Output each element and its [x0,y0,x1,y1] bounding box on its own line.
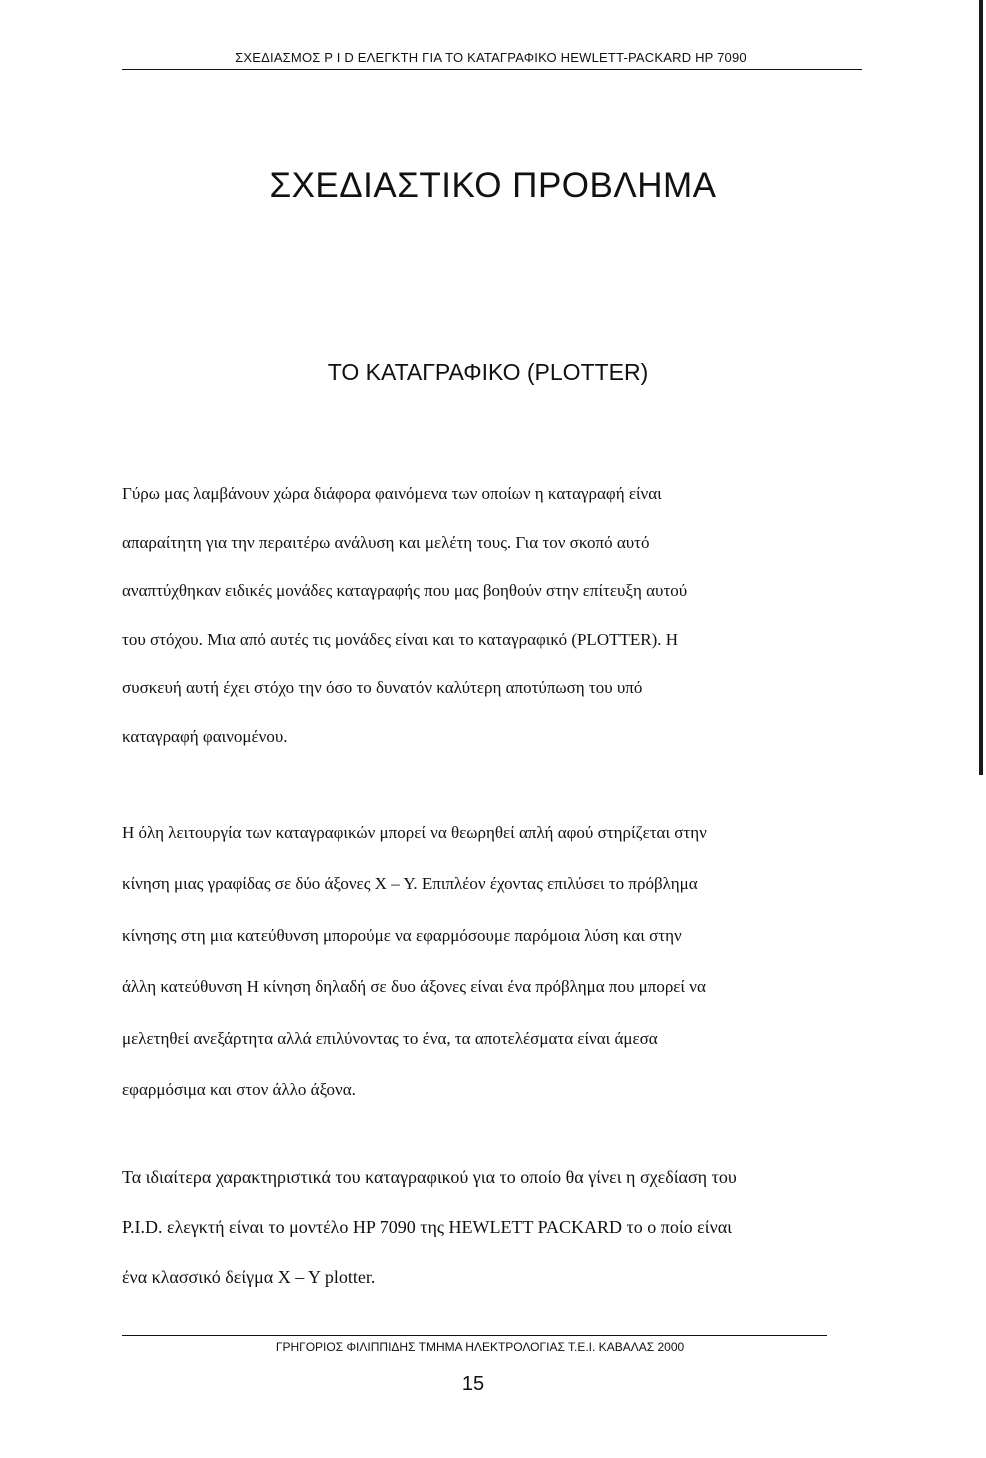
header-rule [122,69,862,70]
paragraph-intro [122,470,850,762]
scan-edge-bar [979,0,983,775]
paragraph-characteristics [122,1152,850,1302]
paragraph-line: καταγραφή φαινομένου. [122,726,288,746]
paragraph-line: κίνησης στη μια κατεύθυνση μπορούμε να εφαρμόσουμε παρόμοια λύση και στην [122,925,682,945]
paragraph-line: P.I.D. ελεγκτή είναι το μοντέλο HP 7090 της HEWLETT PACKARD το ο ποίο είναι [122,1217,732,1237]
running-header: ΣΧΕΔΙΑΣΜΟΣ P I D ΕΛΕΓΚΤΗ ΓΙΑ ΤΟ ΚΑΤΑΓΡΑΦΙΚΟ HEWLETT-PACKARD HP 7090 [235,50,747,65]
paragraph-operation [122,807,850,1115]
paragraph-line: εφαρμόσιμα και στον άλλο άξονα. [122,1080,356,1100]
paragraph-line: Γύρω μας λαμβάνουν χώρα διάφορα φαινόμενα των οποίων η καταγραφή είναι [122,484,662,503]
paragraph-line: άλλη κατεύθυνση Η κίνηση δηλαδή σε δυο άξονες είναι ένα πρόβλημα που μπορεί να [122,977,706,997]
paragraph-line: Τα ιδιαίτερα χαρακτηριστικά του καταγραφικού για το οποίο θα γίνει η σχεδίαση του [122,1167,737,1187]
paragraph-line: Η όλη λειτουργία των καταγραφικών μπορεί να θεωρηθεί απλή αφού στηρίζεται στην [122,823,707,842]
paragraph-line: του στόχου. Μια από αυτές τις μονάδες είναι και το καταγραφικό (PLOTTER). Η [122,629,679,649]
section-title: ΤΟ ΚΑΤΑΓΡΑΦΙΚΟ (PLOTTER) [327,359,649,385]
paragraph-line: αναπτύχθηκαν ειδικές μονάδες καταγραφής που μας βοηθούν στην επίτευξη αυτού [122,581,688,601]
footer-rule [122,1335,827,1336]
page-number: 15 [461,1373,485,1395]
paragraph-line: κίνηση μιας γραφίδας σε δύο άξονες X – Y. Επιπλέον έχοντας επιλύσει το πρόβλημα [122,874,698,894]
paragraph-line: μελετηθεί ανεξάρτητα αλλά επιλύνοντας το ένα, τα αποτελέσματα είναι άμεσα [122,1028,658,1048]
page-title: ΣΧΕΔΙΑΣΤΙΚΟ ΠΡΟΒΛΗΜΑ [269,166,717,205]
paragraph-line: απαραίτητη για την περαιτέρω ανάλυση και μελέτη τους. Για τον σκοπό αυτό [122,532,650,552]
paragraph-line: ένα κλασσικό δείγμα X – Y plotter. [122,1267,376,1287]
paragraph-line: συσκευή αυτή έχει στόχο την όσο το δυνατόν καλύτερη αποτύπωση του υπό [122,678,643,698]
running-footer: ΓΡΗΓΟΡΙΟΣ ΦΙΛΙΠΠΙΔΗΣ ΤΜΗΜΑ ΗΛΕΚΤΡΟΛΟΓΙΑΣ Τ.Ε.Ι. ΚΑΒΑΛΑΣ 2000 [275,1340,685,1354]
